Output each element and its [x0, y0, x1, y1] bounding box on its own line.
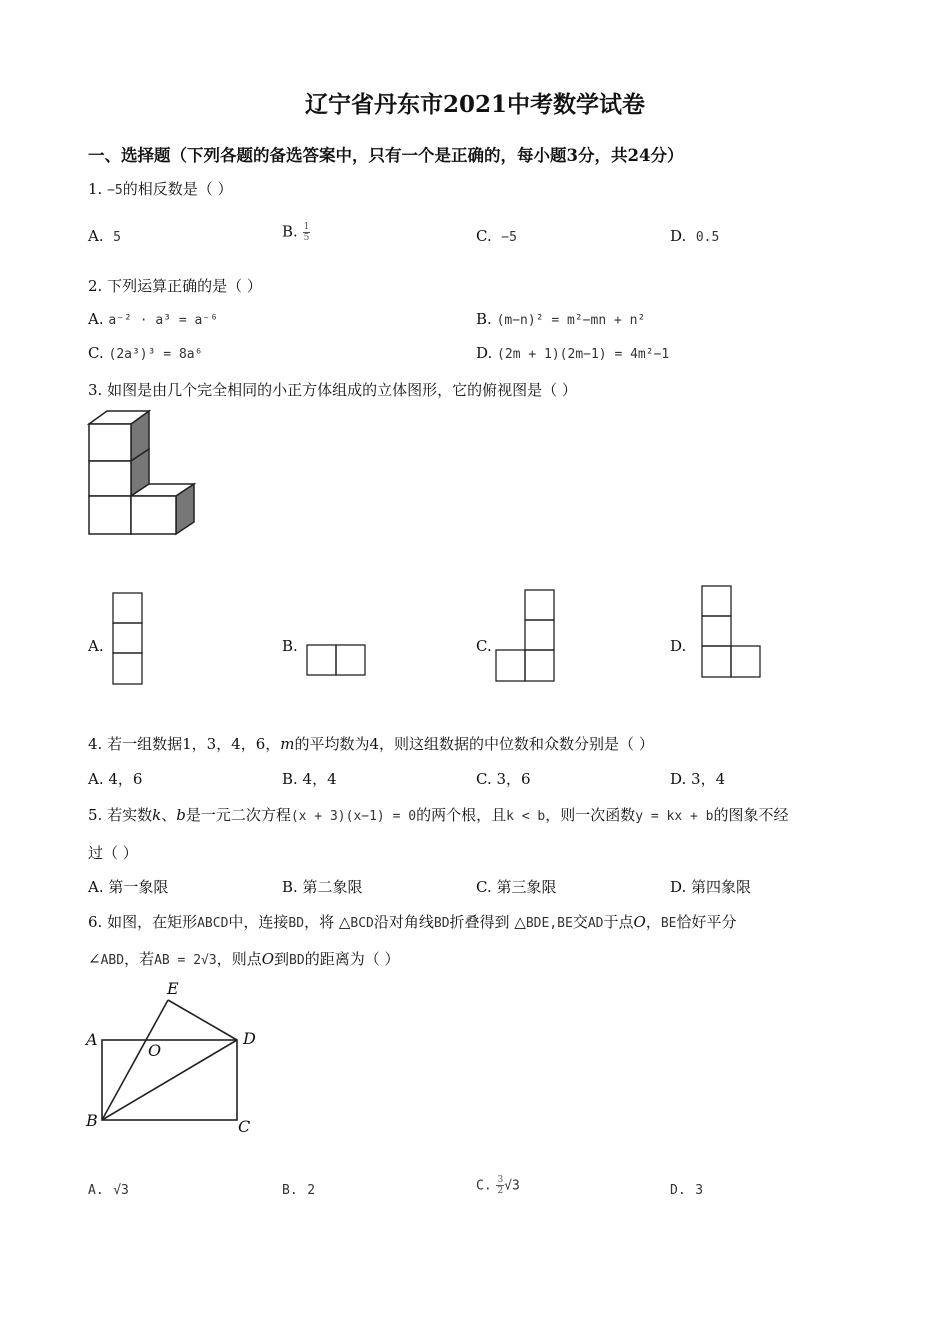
- q1-option-d[interactable]: D. 0.5: [670, 227, 720, 245]
- q2-option-b[interactable]: B. (m−n)² = m²−mn + n²: [476, 310, 646, 328]
- q4-option-b[interactable]: B. 4，4: [282, 770, 337, 788]
- question-1-stem: 1. −5的相反数是（ ）: [88, 180, 233, 198]
- label-b: B: [86, 1111, 98, 1130]
- fraction: $\frac{1}{5}$: [303, 222, 310, 243]
- q3-option-d[interactable]: D.: [670, 637, 687, 655]
- q1-option-c[interactable]: C. −5: [476, 227, 517, 245]
- q6-option-c[interactable]: C. $\frac{3}{2}$ √3: [476, 1175, 520, 1196]
- q3-option-c-figure: [495, 589, 557, 684]
- q5-option-d[interactable]: D. 第四象限: [670, 878, 752, 896]
- q6-option-b[interactable]: B. 2: [282, 1183, 316, 1198]
- label-c: C: [238, 1117, 251, 1136]
- q3-option-a-figure: [112, 592, 144, 686]
- q3-option-b[interactable]: B.: [282, 637, 298, 655]
- q3-option-a[interactable]: A.: [88, 637, 104, 655]
- q2-option-d[interactable]: D. (2m + 1)(2m−1) = 4m²−1: [476, 344, 670, 362]
- fraction: $\frac{3}{2}$: [497, 1175, 504, 1196]
- section-heading: 一、选择题（下列各题的备选答案中，只有一个是正确的，每小题3分，共24分）: [88, 146, 684, 165]
- label-a: A: [86, 1030, 98, 1049]
- q5-option-c[interactable]: C. 第三象限: [476, 878, 557, 896]
- question-6-stem-line2: ∠ABD，若AB = 2√3，则点O到BD的距离为（ ）: [88, 950, 400, 968]
- q4-option-d[interactable]: D. 3，4: [670, 770, 726, 788]
- question-4-stem: 4. 若一组数据1，3，4，6，m的平均数为4，则这组数据的中位数和众数分别是（ ）: [88, 735, 654, 753]
- q5-option-b[interactable]: B. 第二象限: [282, 878, 363, 896]
- question-6-stem-line1: 6. 如图，在矩形ABCD中，连接BD，将 △BCD沿对角线BD折叠得到 △BDE,BE交AD于点O，BE恰好平分: [88, 913, 737, 931]
- q4-option-c[interactable]: C. 3，6: [476, 770, 531, 788]
- q6-option-d[interactable]: D. 3: [670, 1183, 704, 1198]
- question-3-stem: 3. 如图是由几个完全相同的小正方体组成的立体图形，它的俯视图是（ ）: [88, 381, 577, 399]
- q4-option-a[interactable]: A. 4，6: [88, 770, 143, 788]
- page-title: 辽宁省丹东市2021中考数学试卷: [304, 91, 645, 118]
- q3-option-b-figure: [306, 644, 368, 678]
- q2-option-a[interactable]: A. a⁻² · a³ = a⁻⁶: [88, 310, 218, 328]
- question-5-stem-line1: 5. 若实数k、b是一元二次方程(x + 3)(x−1) = 0的两个根，且k < b，则一次函数y = kx + b的图象不经: [88, 806, 789, 824]
- q6-rectangle-figure: [84, 976, 260, 1136]
- q3-option-c[interactable]: C.: [476, 637, 492, 655]
- label-o: O: [148, 1041, 162, 1060]
- q1-option-a[interactable]: A. 5: [88, 227, 121, 245]
- q2-option-c[interactable]: C. (2a³)³ = 8a⁶: [88, 344, 203, 362]
- question-5-stem-line2: 过（ ）: [88, 844, 138, 862]
- q6-option-a[interactable]: A. √3: [88, 1183, 129, 1198]
- q5-option-a[interactable]: A. 第一象限: [88, 878, 169, 896]
- q3-option-d-figure: [701, 585, 763, 680]
- label-e: E: [167, 979, 179, 998]
- question-2-stem: 2. 下列运算正确的是（ ）: [88, 277, 262, 295]
- label-d: D: [243, 1029, 256, 1048]
- q3-solid-figure: [86, 408, 202, 540]
- q1-option-b[interactable]: B. $\frac{1}{5}$: [282, 222, 310, 243]
